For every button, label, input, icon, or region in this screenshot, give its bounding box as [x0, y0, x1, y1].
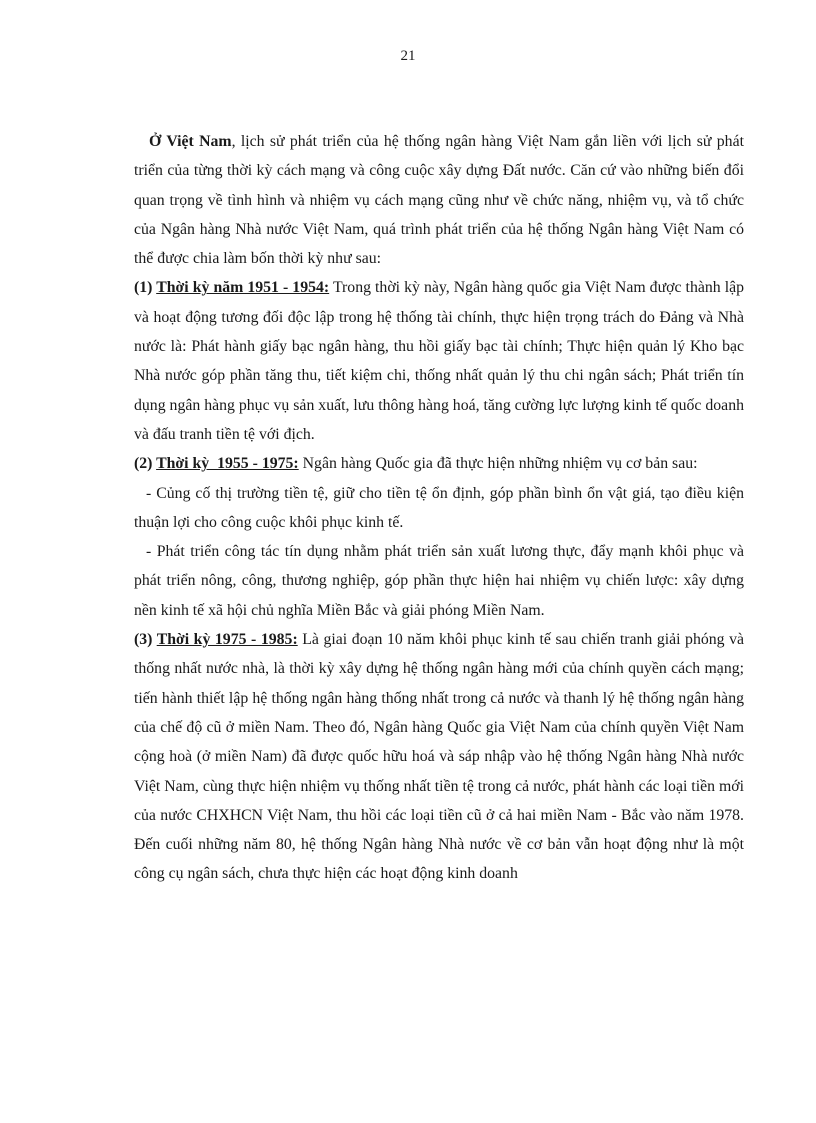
intro-paragraph: [134, 127, 744, 273]
period-3-heading: [134, 631, 298, 648]
period-3-text: Là giai đoạn 10 năm khôi phục kinh tế sau chiến tranh giải phóng và thống nhất nước nhà, là thời kỳ xây dựng hệ thống ngân hàng mới của chính quyền cách mạng; tiến hành thiết lập hệ thống ngân hàng thống nhất trong cả nước và thanh lý hệ thống ngân hàng của chế độ cũ ở miền Nam. Theo đó, Ngân hàng Quốc gia Việt Nam của chính quyền Việt Nam cộng hoà (ở miền Nam) đã được quốc hữu hoá và sáp nhập vào hệ thống Ngân hàng Nhà nước Việt Nam, cùng thực hiện nhiệm vụ thống nhất tiền tệ trong cả nước, phát hành các loại tiền mới của nước CHXHCN Việt Nam, thu hồi các loại tiền cũ ở cả hai miền Nam - Bắc vào năm 1978. Đến cuối những năm 80, hệ thống Ngân hàng Nhà nước về cơ bản vẫn hoạt động như là một công cụ ngân sách, chưa thực hiện các hoạt động kinh doanh: [134, 631, 744, 883]
intro-text: , lịch sử phát triển của hệ thống ngân hàng Việt Nam gắn liền với lịch sử phát triển của từng thời kỳ cách mạng và công cuộc xây dựng Đất nước. Căn cứ vào những biến đổi quan trọng về tình hình và nhiệm vụ cách mạng cũng như về chức năng, nhiệm vụ, và tổ chức của Ngân hàng Nhà nước Việt Nam, quá trình phát triển của hệ thống Ngân hàng Việt Nam có thể được chia làm bốn thời kỳ như sau:: [134, 133, 744, 268]
period-2-number: (2): [134, 455, 153, 473]
period-2-paragraph: [134, 449, 744, 478]
period-3-paragraph: [134, 625, 744, 889]
body-text: [134, 127, 744, 889]
period-1-title: Thời kỳ năm 1951 - 1954:: [156, 279, 330, 297]
period-1-paragraph: [134, 273, 744, 449]
period-1-heading: [134, 279, 329, 296]
period-2-bullet-1: - Củng cố thị trường tiền tệ, giữ cho tiền tệ ổn định, góp phần bình ổn vật giá, tạo điều kiện thuận lợi cho công cuộc khôi phục kinh tế.: [134, 484, 744, 531]
period-3-title: Thời kỳ 1975 - 1985:: [156, 631, 298, 649]
period-2-heading: [134, 455, 299, 472]
page-number: 21: [400, 48, 416, 64]
period-3-number: (3): [134, 631, 153, 649]
period-2-bullet-2: - Phát triển công tác tín dụng nhằm phát triển sản xuất lương thực, đẩy mạnh khôi phục và phát triển nông, công, thương nghiệp, góp phần thực hiện hai nhiệm vụ chiến lược: xây dựng nền kinh tế xã hội chủ nghĩa Miền Bắc và giải phóng Miền Nam.: [134, 543, 744, 619]
period-2-text: Ngân hàng Quốc gia đã thực hiện những nhiệm vụ cơ bản sau:: [298, 455, 698, 473]
period-1-text: Trong thời kỳ này, Ngân hàng quốc gia Việt Nam được thành lập và hoạt động tương đối độc lập trong hệ thống tài chính, thực hiện trọng trách do Đảng và Nhà nước là: Phát hành giấy bạc ngân hàng, thu hồi giấy bạc tài chính; Thực hiện quản lý Kho bạc Nhà nước góp phần tăng thu, tiết kiệm chi, thống nhất quản lý thu chi ngân sách; Phát triển tín dụng ngân hàng phục vụ sản xuất, lưu thông hàng hoá, tăng cường lực lượng kinh tế quốc doanh và đấu tranh tiền tệ với địch.: [134, 279, 744, 443]
period-2-title: Thời kỳ 1955 - 1975:: [156, 455, 299, 473]
intro-lead: Ở Việt Nam: [149, 133, 232, 150]
period-1-number: (1): [134, 279, 153, 297]
